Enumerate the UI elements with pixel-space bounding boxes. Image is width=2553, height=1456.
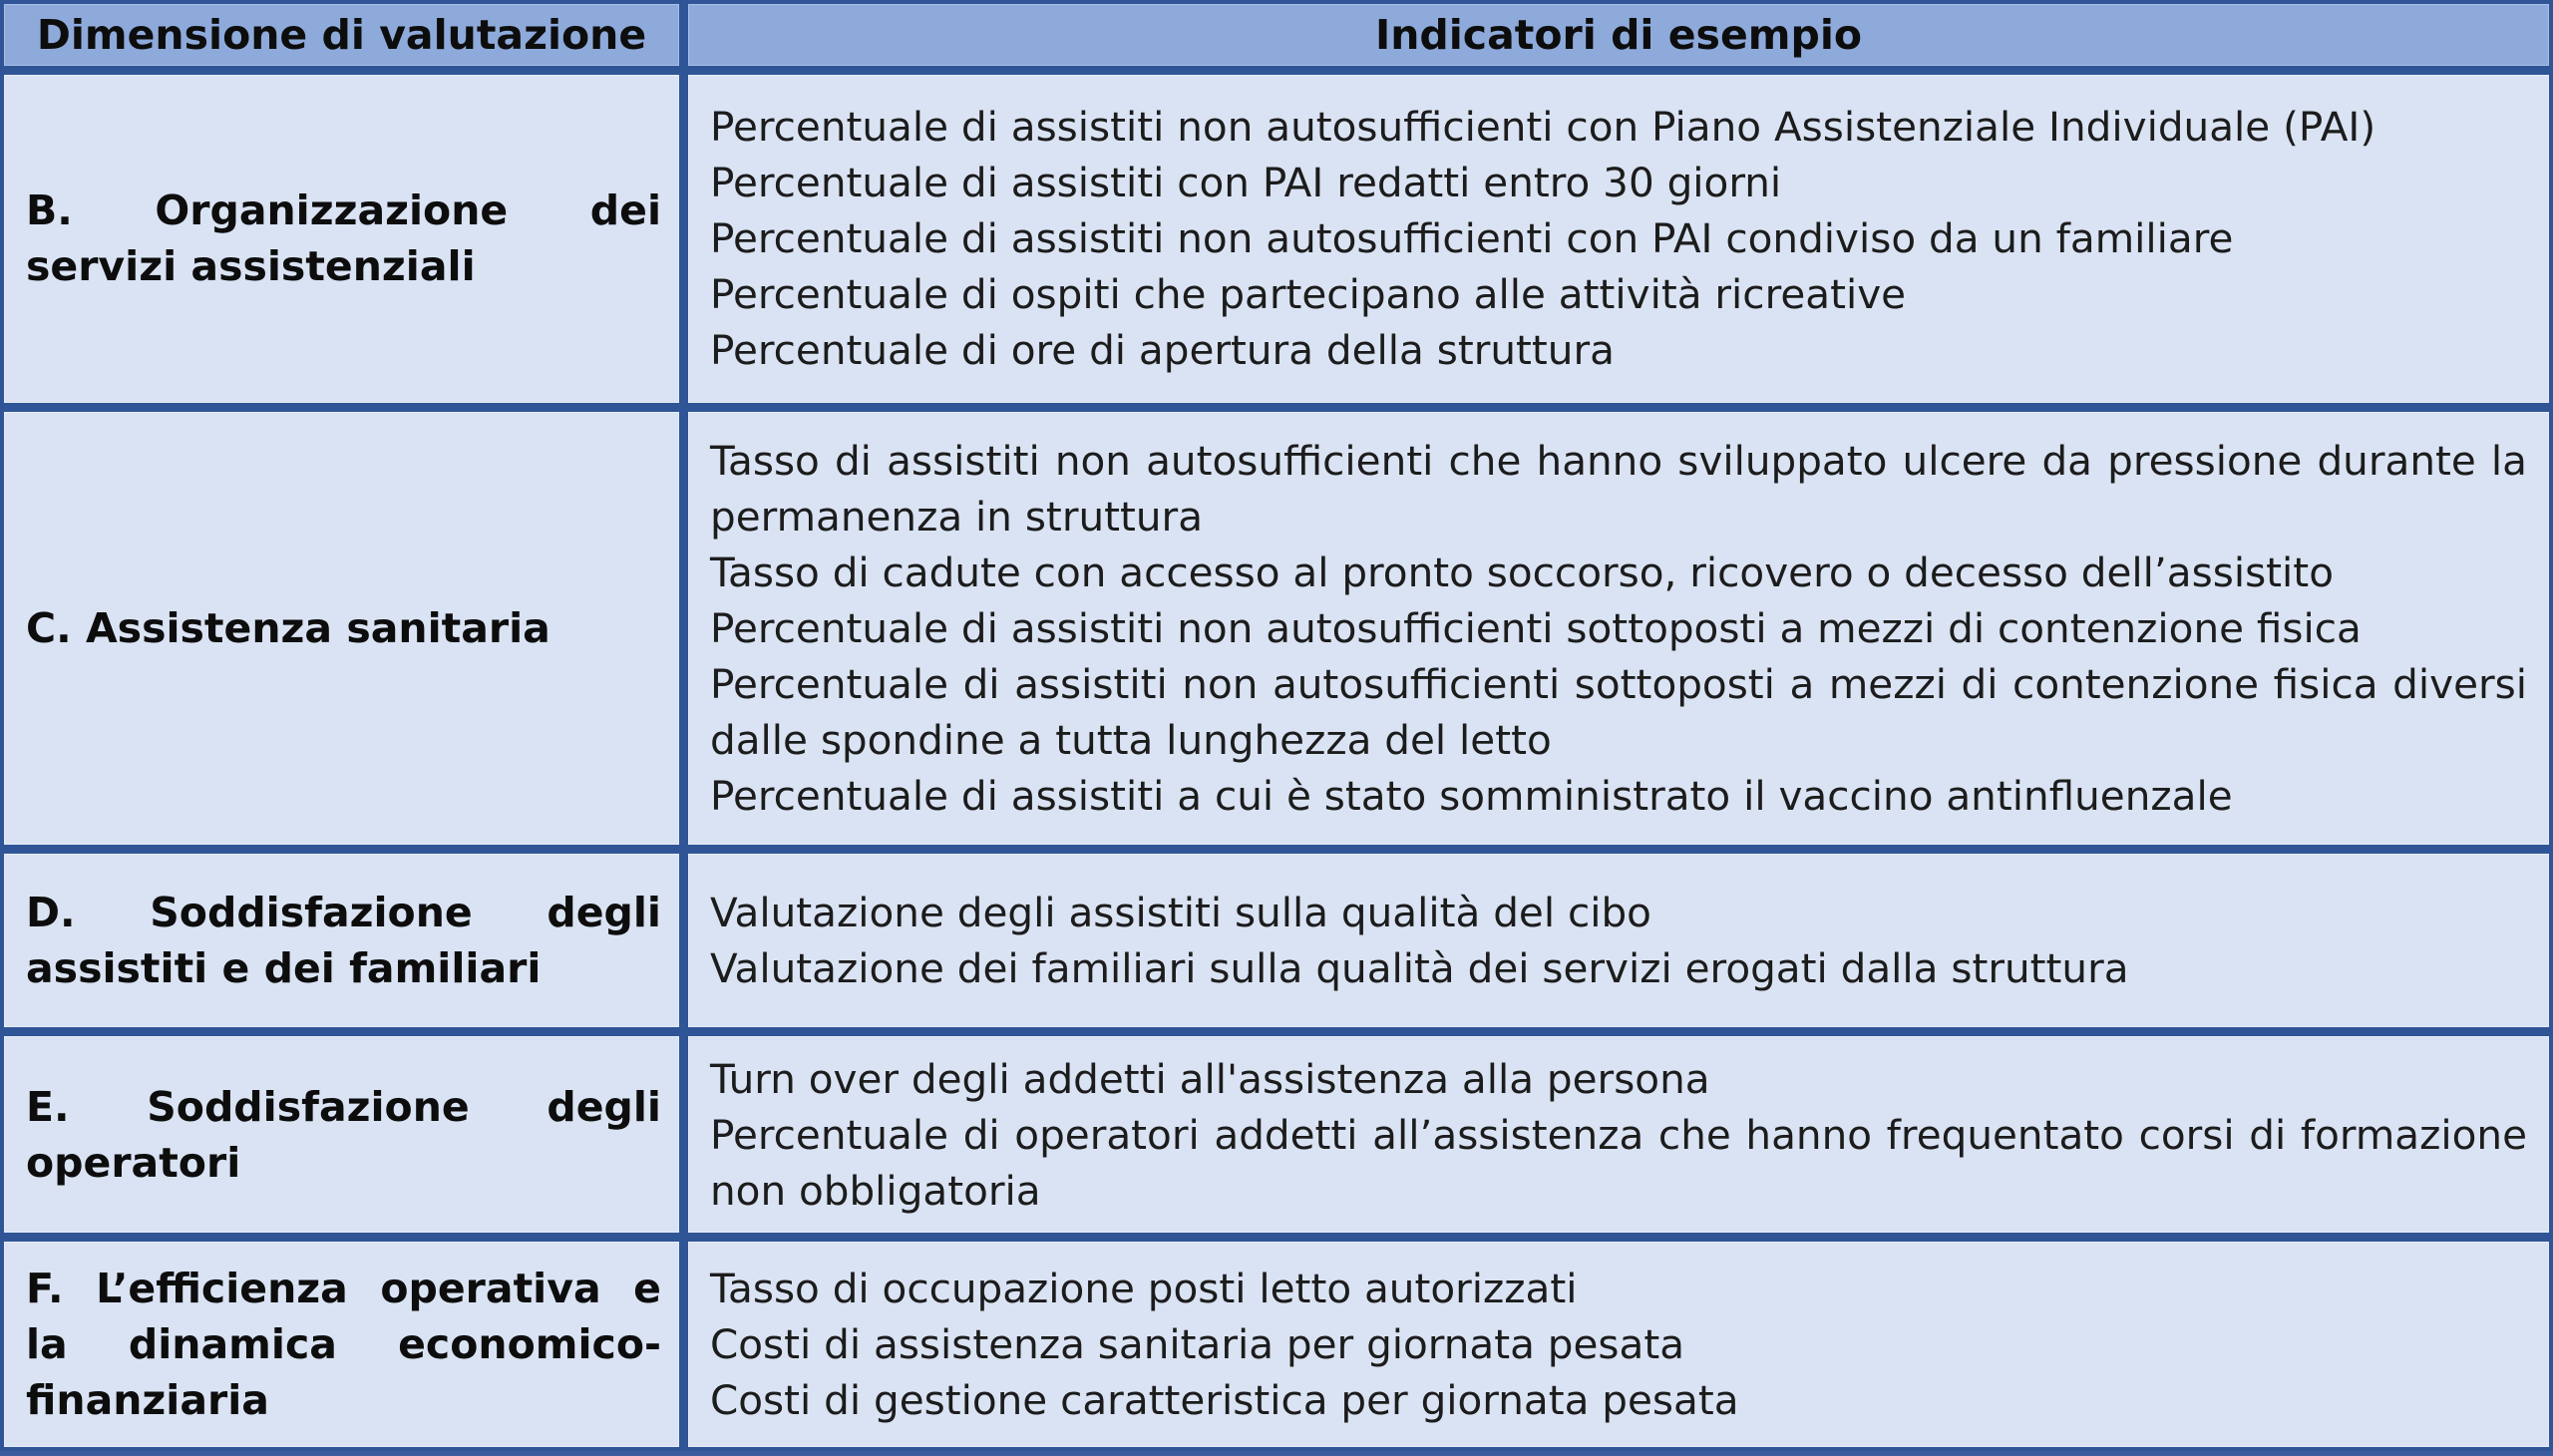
indicators-cell	[688, 1242, 2549, 1447]
table-row	[4, 1036, 2549, 1233]
indicator-item: Valutazione dei familiari sulla qualità dei servizi erogati dalla struttura	[710, 944, 2129, 993]
indicator-item: Percentuale di ospiti che partecipano alle attività ricreative	[710, 270, 1907, 319]
table-row	[4, 412, 2549, 845]
indicator-item: Percentuale di assistiti non autosufficienti con PAI condiviso da un familiare	[710, 214, 2234, 263]
indicator-item: Percentuale di assistiti non autosufficienti sottoposti a mezzi di contenzione fisica	[710, 603, 2362, 652]
dimension-label: F. L’efficienza operativa e la dinamica economico-finanziaria	[26, 1265, 661, 1425]
table-row	[4, 75, 2549, 403]
indicator-item: Percentuale di assistiti non autosufficienti con Piano Assistenziale Individuale (PAI)	[710, 103, 2376, 152]
table-row	[4, 854, 2549, 1027]
indicator-item: Tasso di assistiti non autosufficienti che hanno sviluppato ulcere da pressione durante la permanenza in struttura	[710, 436, 2527, 541]
dimension-label: C. Assistenza sanitaria	[26, 603, 550, 652]
indicator-item: Percentuale di assistiti non autosufficienti sottoposti a mezzi di contenzione fisica diversi dalle spondine a tutta lunghezza del letto	[710, 659, 2527, 764]
header-dimension: Dimensione di valutazione	[4, 4, 679, 66]
indicators-cell	[688, 412, 2549, 845]
dimension-cell	[4, 1036, 679, 1233]
indicator-item: Tasso di occupazione posti letto autorizzati	[710, 1265, 1578, 1313]
indicator-item: Costi di gestione caratteristica per giornata pesata	[710, 1376, 1739, 1425]
indicators-cell	[688, 75, 2549, 403]
indicator-item: Tasso di cadute con accesso al pronto soccorso, ricovero o decesso dell’assistito	[710, 547, 2334, 596]
indicator-item: Costi di assistenza sanitaria per giornata pesata	[710, 1320, 1685, 1369]
indicator-item: Turn over degli addetti all'assistenza alla persona	[710, 1054, 1710, 1103]
dimension-cell	[4, 75, 679, 403]
dimension-label: E. Soddisfazione degli operatori	[26, 1082, 661, 1187]
dimension-label: B. Organizzazione dei servizi assistenziali	[26, 186, 661, 291]
indicator-item: Percentuale di ore di apertura della struttura	[710, 326, 1615, 375]
table-row	[4, 1242, 2549, 1447]
header-indicators: Indicatori di esempio	[688, 4, 2549, 66]
dimension-label: D. Soddisfazione degli assistiti e dei familiari	[26, 889, 661, 993]
dimension-cell	[4, 1242, 679, 1447]
indicator-item: Valutazione degli assistiti sulla qualità del cibo	[710, 889, 1651, 937]
dimension-cell	[4, 412, 679, 845]
indicators-cell	[688, 1036, 2549, 1233]
indicators-cell	[688, 854, 2549, 1027]
dimension-cell	[4, 854, 679, 1027]
indicator-item: Percentuale di assistiti con PAI redatti entro 30 giorni	[710, 159, 1782, 207]
header-row	[4, 4, 2549, 66]
indicator-item: Percentuale di assistiti a cui è stato somministrato il vaccino antinfluenzale	[710, 771, 2233, 820]
indicator-item: Percentuale di operatori addetti all’assistenza che hanno frequentato corsi di formazione non obbligatoria	[710, 1110, 2527, 1215]
